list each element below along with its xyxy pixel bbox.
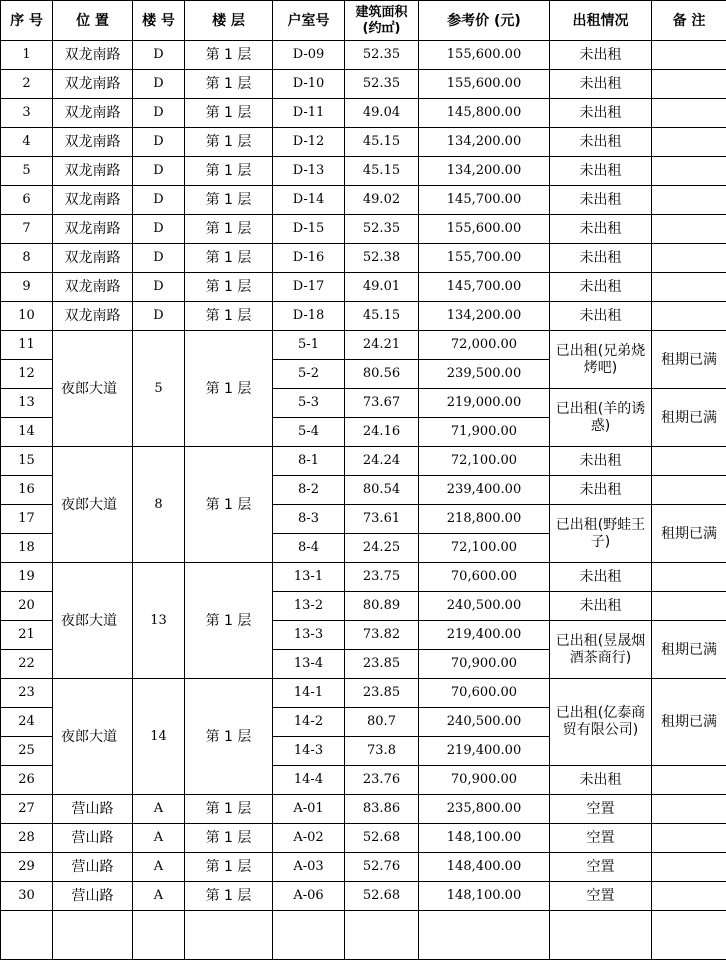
rental-cell: 未出租 bbox=[550, 273, 652, 302]
price-cell: 219,400.00 bbox=[419, 737, 550, 766]
seq-cell: 28 bbox=[1, 824, 53, 853]
floor-cell: 第 1 层 bbox=[185, 302, 273, 331]
price-cell: 219,000.00 bbox=[419, 389, 550, 418]
table-row bbox=[1, 331, 726, 360]
area-cell: 49.01 bbox=[345, 273, 419, 302]
price-cell: 148,400.00 bbox=[419, 853, 550, 882]
floor-cell: 第 1 层 bbox=[185, 824, 273, 853]
price-cell: 71,900.00 bbox=[419, 418, 550, 447]
remark-cell bbox=[652, 447, 726, 476]
floor-cell: 第 1 层 bbox=[185, 157, 273, 186]
table-row bbox=[1, 41, 726, 70]
building-cell: A bbox=[133, 795, 185, 824]
building-cell: 5 bbox=[133, 331, 185, 447]
area-cell: 23.75 bbox=[345, 563, 419, 592]
area-cell: 73.82 bbox=[345, 621, 419, 650]
seq-cell: 2 bbox=[1, 70, 53, 99]
unit-cell: A-06 bbox=[273, 882, 345, 911]
floor-cell: 第 1 层 bbox=[185, 41, 273, 70]
rental-cell: 未出租 bbox=[550, 99, 652, 128]
table-row bbox=[1, 302, 726, 331]
building-cell: 14 bbox=[133, 679, 185, 795]
floor-cell: 第 1 层 bbox=[185, 215, 273, 244]
unit-cell: D-15 bbox=[273, 215, 345, 244]
remark-cell bbox=[652, 592, 726, 621]
location-cell: 双龙南路 bbox=[53, 157, 133, 186]
area-cell: 49.04 bbox=[345, 99, 419, 128]
remark-cell: 租期已满 bbox=[652, 621, 726, 679]
seq-cell: 11 bbox=[1, 331, 53, 360]
table-row bbox=[1, 244, 726, 273]
remark-cell bbox=[652, 157, 726, 186]
seq-cell: 24 bbox=[1, 708, 53, 737]
seq-cell: 20 bbox=[1, 592, 53, 621]
empty-cell bbox=[652, 911, 726, 960]
rental-cell: 空置 bbox=[550, 824, 652, 853]
location-cell: 夜郎大道 bbox=[53, 447, 133, 563]
area-cell: 80.89 bbox=[345, 592, 419, 621]
remark-cell: 租期已满 bbox=[652, 389, 726, 447]
price-cell: 240,500.00 bbox=[419, 592, 550, 621]
seq-cell: 1 bbox=[1, 41, 53, 70]
empty-cell bbox=[345, 911, 419, 960]
table-row bbox=[1, 824, 726, 853]
location-cell: 双龙南路 bbox=[53, 273, 133, 302]
price-cell: 145,700.00 bbox=[419, 273, 550, 302]
empty-cell bbox=[53, 911, 133, 960]
seq-cell: 26 bbox=[1, 766, 53, 795]
area-cell: 45.15 bbox=[345, 302, 419, 331]
header-remark: 备 注 bbox=[652, 1, 726, 41]
table-row bbox=[1, 795, 726, 824]
remark-cell: 租期已满 bbox=[652, 679, 726, 766]
table-row bbox=[1, 215, 726, 244]
remark-cell bbox=[652, 186, 726, 215]
remark-cell: 租期已满 bbox=[652, 331, 726, 389]
header-area bbox=[345, 1, 419, 41]
unit-cell: 14-2 bbox=[273, 708, 345, 737]
header-rental: 出租情况 bbox=[550, 1, 652, 41]
area-cell: 73.61 bbox=[345, 505, 419, 534]
table-row bbox=[1, 273, 726, 302]
seq-cell: 23 bbox=[1, 679, 53, 708]
area-cell: 23.85 bbox=[345, 650, 419, 679]
building-cell: A bbox=[133, 882, 185, 911]
area-cell: 52.38 bbox=[345, 244, 419, 273]
price-cell: 70,900.00 bbox=[419, 650, 550, 679]
building-cell: D bbox=[133, 186, 185, 215]
price-cell: 235,800.00 bbox=[419, 795, 550, 824]
empty-cell bbox=[1, 911, 53, 960]
unit-cell: 5-4 bbox=[273, 418, 345, 447]
seq-cell: 3 bbox=[1, 99, 53, 128]
location-cell: 双龙南路 bbox=[53, 302, 133, 331]
remark-cell bbox=[652, 99, 726, 128]
floor-cell: 第 1 层 bbox=[185, 244, 273, 273]
floor-cell: 第 1 层 bbox=[185, 99, 273, 128]
seq-cell: 15 bbox=[1, 447, 53, 476]
price-cell: 145,800.00 bbox=[419, 99, 550, 128]
rental-cell: 未出租 bbox=[550, 41, 652, 70]
table-row bbox=[1, 186, 726, 215]
floor-cell: 第 1 层 bbox=[185, 273, 273, 302]
price-cell: 72,000.00 bbox=[419, 331, 550, 360]
building-cell: D bbox=[133, 244, 185, 273]
seq-cell: 22 bbox=[1, 650, 53, 679]
rental-cell: 未出租 bbox=[550, 592, 652, 621]
remark-cell bbox=[652, 215, 726, 244]
rental-cell: 未出租 bbox=[550, 476, 652, 505]
remark-cell: 租期已满 bbox=[652, 505, 726, 563]
area-cell: 52.68 bbox=[345, 824, 419, 853]
area-cell: 52.35 bbox=[345, 41, 419, 70]
rental-cell: 未出租 bbox=[550, 215, 652, 244]
unit-cell: D-12 bbox=[273, 128, 345, 157]
area-cell: 45.15 bbox=[345, 128, 419, 157]
rental-cell: 未出租 bbox=[550, 766, 652, 795]
remark-cell bbox=[652, 766, 726, 795]
area-cell: 45.15 bbox=[345, 157, 419, 186]
unit-cell: 8-2 bbox=[273, 476, 345, 505]
price-cell: 155,600.00 bbox=[419, 215, 550, 244]
unit-cell: D-10 bbox=[273, 70, 345, 99]
building-cell: D bbox=[133, 215, 185, 244]
rental-cell: 未出租 bbox=[550, 128, 652, 157]
unit-cell: 14-1 bbox=[273, 679, 345, 708]
location-cell: 双龙南路 bbox=[53, 244, 133, 273]
building-cell: D bbox=[133, 128, 185, 157]
header-row bbox=[1, 1, 726, 41]
remark-cell bbox=[652, 853, 726, 882]
area-cell: 52.68 bbox=[345, 882, 419, 911]
rental-cell: 已出租(羊的诱惑) bbox=[550, 389, 652, 447]
seq-cell: 5 bbox=[1, 157, 53, 186]
seq-cell: 19 bbox=[1, 563, 53, 592]
price-cell: 148,100.00 bbox=[419, 824, 550, 853]
remark-cell bbox=[652, 273, 726, 302]
unit-cell: 13-4 bbox=[273, 650, 345, 679]
unit-cell: D-18 bbox=[273, 302, 345, 331]
unit-cell: 13-1 bbox=[273, 563, 345, 592]
unit-cell: D-09 bbox=[273, 41, 345, 70]
building-cell: A bbox=[133, 824, 185, 853]
seq-cell: 16 bbox=[1, 476, 53, 505]
location-cell: 双龙南路 bbox=[53, 70, 133, 99]
header-building: 楼 号 bbox=[133, 1, 185, 41]
floor-cell: 第 1 层 bbox=[185, 331, 273, 447]
building-cell: D bbox=[133, 157, 185, 186]
rental-cell: 空置 bbox=[550, 795, 652, 824]
seq-cell: 21 bbox=[1, 621, 53, 650]
remark-cell bbox=[652, 128, 726, 157]
building-cell: 13 bbox=[133, 563, 185, 679]
building-cell: 8 bbox=[133, 447, 185, 563]
table-row bbox=[1, 447, 726, 476]
floor-cell: 第 1 层 bbox=[185, 186, 273, 215]
seq-cell: 18 bbox=[1, 534, 53, 563]
area-cell: 52.76 bbox=[345, 853, 419, 882]
unit-cell: D-17 bbox=[273, 273, 345, 302]
table-body bbox=[1, 41, 726, 911]
price-cell: 219,400.00 bbox=[419, 621, 550, 650]
building-cell: D bbox=[133, 99, 185, 128]
location-cell: 营山路 bbox=[53, 824, 133, 853]
seq-cell: 14 bbox=[1, 418, 53, 447]
location-cell: 夜郎大道 bbox=[53, 679, 133, 795]
table-row bbox=[1, 853, 726, 882]
building-cell: D bbox=[133, 302, 185, 331]
area-cell: 73.8 bbox=[345, 737, 419, 766]
rental-cell: 未出租 bbox=[550, 302, 652, 331]
location-cell: 夜郎大道 bbox=[53, 331, 133, 447]
unit-cell: 13-3 bbox=[273, 621, 345, 650]
location-cell: 营山路 bbox=[53, 882, 133, 911]
rental-cell: 未出租 bbox=[550, 186, 652, 215]
area-cell: 80.56 bbox=[345, 360, 419, 389]
header-location: 位 置 bbox=[53, 1, 133, 41]
rental-cell: 已出租(亿泰商贸有限公司) bbox=[550, 679, 652, 766]
location-cell: 双龙南路 bbox=[53, 41, 133, 70]
building-cell: D bbox=[133, 273, 185, 302]
seq-cell: 29 bbox=[1, 853, 53, 882]
seq-cell: 17 bbox=[1, 505, 53, 534]
table-row bbox=[1, 128, 726, 157]
remark-cell bbox=[652, 244, 726, 273]
unit-cell: 14-3 bbox=[273, 737, 345, 766]
header-area-line1: 建筑面积 bbox=[355, 4, 408, 20]
unit-cell: 5-2 bbox=[273, 360, 345, 389]
rental-cell: 未出租 bbox=[550, 563, 652, 592]
seq-cell: 4 bbox=[1, 128, 53, 157]
seq-cell: 9 bbox=[1, 273, 53, 302]
rental-cell: 已出租(野蛙王子) bbox=[550, 505, 652, 563]
rental-cell: 未出租 bbox=[550, 244, 652, 273]
price-cell: 70,600.00 bbox=[419, 563, 550, 592]
seq-cell: 6 bbox=[1, 186, 53, 215]
header-seq: 序 号 bbox=[1, 1, 53, 41]
rental-cell: 未出租 bbox=[550, 70, 652, 99]
seq-cell: 12 bbox=[1, 360, 53, 389]
area-cell: 24.24 bbox=[345, 447, 419, 476]
unit-cell: D-13 bbox=[273, 157, 345, 186]
remark-cell bbox=[652, 824, 726, 853]
location-cell: 双龙南路 bbox=[53, 128, 133, 157]
area-cell: 52.35 bbox=[345, 215, 419, 244]
seq-cell: 7 bbox=[1, 215, 53, 244]
unit-cell: 8-3 bbox=[273, 505, 345, 534]
remark-cell bbox=[652, 41, 726, 70]
floor-cell: 第 1 层 bbox=[185, 679, 273, 795]
price-cell: 239,500.00 bbox=[419, 360, 550, 389]
floor-cell: 第 1 层 bbox=[185, 128, 273, 157]
unit-cell: 5-1 bbox=[273, 331, 345, 360]
seq-cell: 25 bbox=[1, 737, 53, 766]
area-cell: 52.35 bbox=[345, 70, 419, 99]
price-cell: 239,400.00 bbox=[419, 476, 550, 505]
header-price: 参考价 (元) bbox=[419, 1, 550, 41]
unit-cell: D-16 bbox=[273, 244, 345, 273]
location-cell: 双龙南路 bbox=[53, 99, 133, 128]
area-cell: 80.54 bbox=[345, 476, 419, 505]
price-cell: 134,200.00 bbox=[419, 302, 550, 331]
price-cell: 148,100.00 bbox=[419, 882, 550, 911]
area-cell: 24.21 bbox=[345, 331, 419, 360]
unit-cell: 13-2 bbox=[273, 592, 345, 621]
empty-cell bbox=[550, 911, 652, 960]
price-cell: 218,800.00 bbox=[419, 505, 550, 534]
price-cell: 155,700.00 bbox=[419, 244, 550, 273]
seq-cell: 8 bbox=[1, 244, 53, 273]
price-cell: 145,700.00 bbox=[419, 186, 550, 215]
area-cell: 73.67 bbox=[345, 389, 419, 418]
area-cell: 23.85 bbox=[345, 679, 419, 708]
price-cell: 72,100.00 bbox=[419, 534, 550, 563]
rental-cell: 空置 bbox=[550, 853, 652, 882]
building-cell: D bbox=[133, 41, 185, 70]
remark-cell bbox=[652, 476, 726, 505]
location-cell: 营山路 bbox=[53, 853, 133, 882]
rental-cell: 已出租(昱晟烟酒茶商行) bbox=[550, 621, 652, 679]
building-cell: D bbox=[133, 70, 185, 99]
area-cell: 24.25 bbox=[345, 534, 419, 563]
area-cell: 80.7 bbox=[345, 708, 419, 737]
seq-cell: 13 bbox=[1, 389, 53, 418]
price-cell: 134,200.00 bbox=[419, 157, 550, 186]
area-cell: 49.02 bbox=[345, 186, 419, 215]
price-cell: 72,100.00 bbox=[419, 447, 550, 476]
empty-cell bbox=[185, 911, 273, 960]
unit-cell: D-11 bbox=[273, 99, 345, 128]
price-cell: 155,600.00 bbox=[419, 41, 550, 70]
location-cell: 双龙南路 bbox=[53, 186, 133, 215]
header-floor: 楼 层 bbox=[185, 1, 273, 41]
floor-cell: 第 1 层 bbox=[185, 563, 273, 679]
location-cell: 双龙南路 bbox=[53, 215, 133, 244]
remark-cell bbox=[652, 563, 726, 592]
floor-cell: 第 1 层 bbox=[185, 70, 273, 99]
location-cell: 夜郎大道 bbox=[53, 563, 133, 679]
remark-cell bbox=[652, 795, 726, 824]
empty-cell bbox=[133, 911, 185, 960]
table-row bbox=[1, 563, 726, 592]
floor-cell: 第 1 层 bbox=[185, 853, 273, 882]
location-cell: 营山路 bbox=[53, 795, 133, 824]
empty-cell bbox=[273, 911, 345, 960]
remark-cell bbox=[652, 882, 726, 911]
rental-cell: 已出租(兄弟烧烤吧) bbox=[550, 331, 652, 389]
unit-cell: A-01 bbox=[273, 795, 345, 824]
unit-cell: 14-4 bbox=[273, 766, 345, 795]
table-row bbox=[1, 157, 726, 186]
unit-cell: A-02 bbox=[273, 824, 345, 853]
seq-cell: 27 bbox=[1, 795, 53, 824]
empty-row bbox=[1, 911, 726, 960]
price-cell: 155,600.00 bbox=[419, 70, 550, 99]
unit-cell: 8-1 bbox=[273, 447, 345, 476]
rental-cell: 未出租 bbox=[550, 447, 652, 476]
table-row bbox=[1, 679, 726, 708]
table-row bbox=[1, 70, 726, 99]
floor-cell: 第 1 层 bbox=[185, 795, 273, 824]
table-row bbox=[1, 882, 726, 911]
area-cell: 83.86 bbox=[345, 795, 419, 824]
floor-cell: 第 1 层 bbox=[185, 447, 273, 563]
unit-cell: 5-3 bbox=[273, 389, 345, 418]
price-cell: 70,900.00 bbox=[419, 766, 550, 795]
floor-cell: 第 1 层 bbox=[185, 882, 273, 911]
header-area-line2: (约㎡) bbox=[362, 20, 401, 36]
table-row bbox=[1, 99, 726, 128]
unit-cell: A-03 bbox=[273, 853, 345, 882]
seq-cell: 10 bbox=[1, 302, 53, 331]
rental-cell: 空置 bbox=[550, 882, 652, 911]
area-cell: 24.16 bbox=[345, 418, 419, 447]
seq-cell: 30 bbox=[1, 882, 53, 911]
rental-cell: 未出租 bbox=[550, 157, 652, 186]
unit-cell: D-14 bbox=[273, 186, 345, 215]
price-cell: 70,600.00 bbox=[419, 679, 550, 708]
unit-cell: 8-4 bbox=[273, 534, 345, 563]
building-cell: A bbox=[133, 853, 185, 882]
header-unit: 户室号 bbox=[273, 1, 345, 41]
price-cell: 134,200.00 bbox=[419, 128, 550, 157]
area-cell: 23.76 bbox=[345, 766, 419, 795]
empty-cell bbox=[419, 911, 550, 960]
remark-cell bbox=[652, 302, 726, 331]
price-cell: 240,500.00 bbox=[419, 708, 550, 737]
remark-cell bbox=[652, 70, 726, 99]
